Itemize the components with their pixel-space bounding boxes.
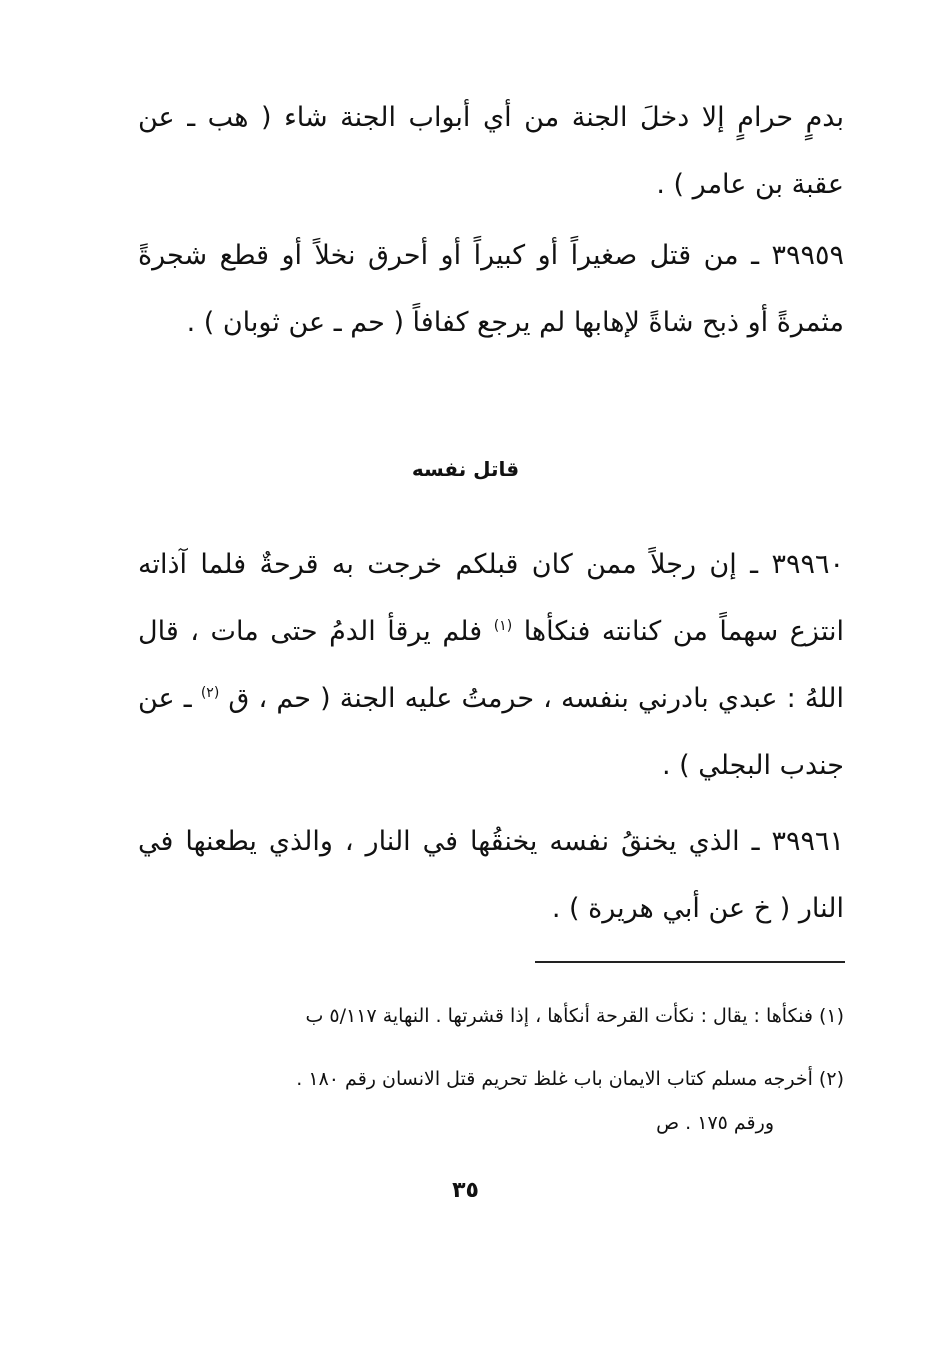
footnote-divider bbox=[535, 961, 845, 963]
hadith-paragraph-39961 bbox=[138, 808, 844, 942]
footnote-2-continuation: ورقم ١٧٥ . ص bbox=[656, 1112, 774, 1134]
section-heading: قاتل نفسه bbox=[411, 457, 520, 481]
footnote-ref-2: (٢) bbox=[200, 685, 220, 701]
page-number: ٣٥ bbox=[452, 1178, 479, 1203]
hadith-paragraph-continuation bbox=[138, 84, 844, 218]
paragraph-part-2: فلم يرقأ الدمُ حتى مات ، قال اللهُ : عبدي بادرني بنفسه ، حرمتُ عليه الجنة ( حم ، ق bbox=[138, 616, 844, 714]
footnote-ref-1: (١) bbox=[493, 618, 513, 634]
paragraph-text: ٣٩٩٥٩ ـ من قتل صغيراً أو كبيراً أو أحرق نخلاً أو قطع شجرةً مثمرةً أو ذبح شاةً لإهابها لم يرجع كفافاً ( حم ـ عن ثوبان ) . bbox=[138, 240, 844, 338]
paragraph-part-3: ـ عن جندب البجلي ) . bbox=[138, 683, 844, 781]
paragraph-part-1: ٣٩٩٦٠ ـ إن رجلاً ممن كان قبلكم خرجت به قرحةٌ فلما آذاته انتزع سهماً من كنانته فنكأها bbox=[138, 549, 844, 647]
paragraph-text: ٣٩٩٦١ ـ الذي يخنقُ نفسه يخنقُها في النار ، والذي يطعنها في النار ( خ عن أبي هريرة ) . bbox=[138, 826, 844, 924]
footnote-1: (١) فنكأها : يقال : نكأت القرحة أنكأها ، إذا قشرتها . النهاية ٥/١١٧ ب bbox=[305, 1005, 844, 1027]
paragraph-text: بدمٍ حرامٍ إلا دخلَ الجنة من أي أبواب الجنة شاء ( هب ـ عن عقبة بن عامر ) . bbox=[138, 102, 844, 200]
hadith-paragraph-39960 bbox=[138, 531, 844, 799]
hadith-paragraph-39959 bbox=[138, 222, 844, 356]
paragraph-text bbox=[138, 531, 844, 799]
footnote-2: (٢) أخرجه مسلم كتاب الايمان باب غلظ تحريم قتل الانسان رقم ١٨٠ . bbox=[296, 1068, 844, 1090]
